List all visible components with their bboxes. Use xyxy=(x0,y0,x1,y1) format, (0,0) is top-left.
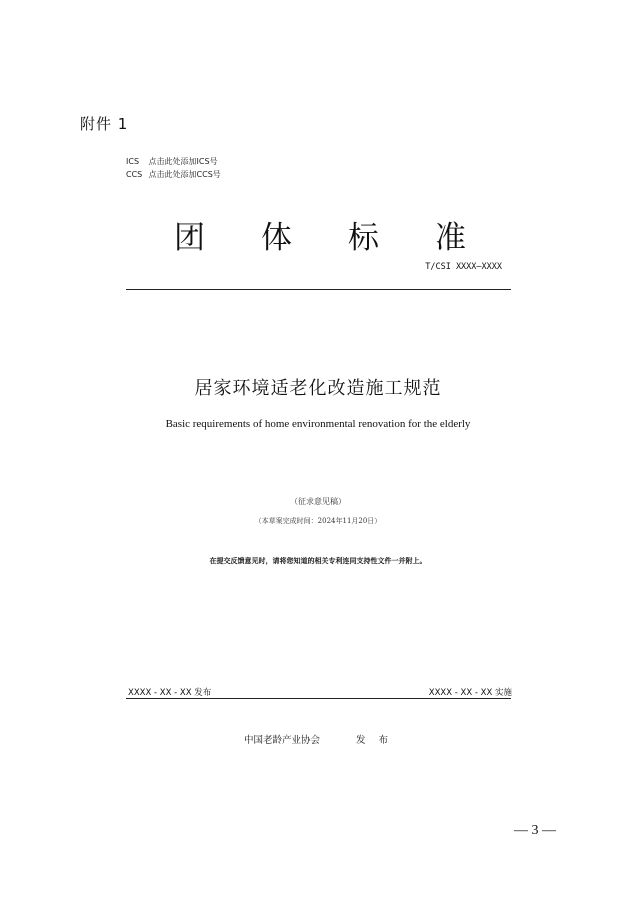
ics-placeholder[interactable]: 点击此处添加ICS号 xyxy=(148,157,218,166)
top-divider xyxy=(126,289,511,290)
publisher-name: 中国老龄产业协会 xyxy=(244,735,321,746)
publish-date: XXXX - XX - XX 发布 xyxy=(128,688,212,698)
standard-title: 居家环境适老化改造施工规范 xyxy=(194,378,442,399)
ccs-label: CCS xyxy=(126,170,143,179)
draft-label: （征求意见稿） xyxy=(290,497,346,506)
patent-notice: 在提交反馈意见时，请将您知道的相关专利连同支持性文件一并附上。 xyxy=(209,557,427,565)
bottom-divider xyxy=(126,698,511,699)
publish-verb: 发 布 xyxy=(356,735,394,746)
completion-date: （本草案完成时间：2024年11月20日） xyxy=(254,517,382,525)
ics-line xyxy=(126,156,218,167)
implement-date: XXXX - XX - XX 实施 xyxy=(428,688,512,698)
title-char: 准 xyxy=(435,220,466,256)
annex-label: 附件 1 xyxy=(80,115,129,133)
title-char: 团 xyxy=(174,220,205,256)
ccs-placeholder[interactable]: 点击此处添加CCS号 xyxy=(148,170,221,179)
title-char: 体 xyxy=(261,220,292,256)
ics-label: ICS xyxy=(126,157,140,166)
standard-english-title: Basic requirements of home environmental renovation for the elderly xyxy=(165,418,471,430)
title-char: 标 xyxy=(348,220,379,256)
document-type-title xyxy=(130,212,510,257)
standard-code: T/CSI XXXX—XXXX xyxy=(425,262,502,272)
ccs-line xyxy=(126,169,221,180)
page-number: — 3 — xyxy=(514,823,556,838)
